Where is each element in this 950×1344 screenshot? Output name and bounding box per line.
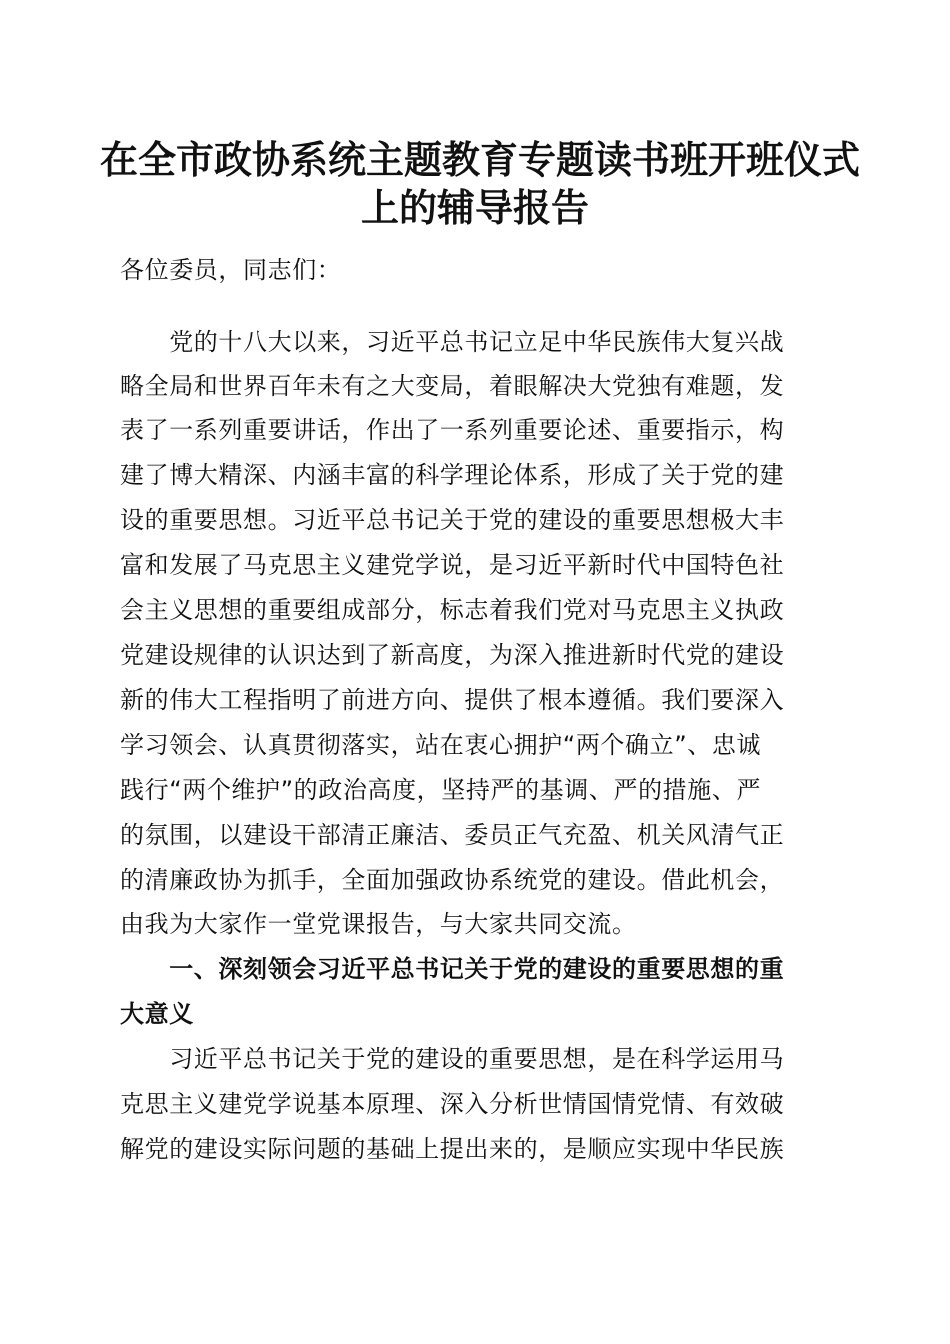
paragraph-1-line: 的清廉政协为抓手，全面加强政协系统党的建设。借此机会， xyxy=(120,866,785,894)
paragraph-1-line: 践行“两个维护”的政治高度，坚持严的基调、严的措施、严 xyxy=(120,776,762,804)
paragraph-1-line: 表了一系列重要讲话，作出了一系列重要论述、重要指示，构 xyxy=(120,416,785,444)
paragraph-1-line: 新的伟大工程指明了前进方向、提供了根本遵循。我们要深入 xyxy=(120,686,785,714)
salutation: 各位委员，同志们： xyxy=(120,256,342,284)
paragraph-2-line: 克思主义建党学说基本原理、深入分析世情国情党情、有效破 xyxy=(120,1090,785,1118)
section-heading-1-line: 大意义 xyxy=(120,1000,194,1028)
paragraph-1-line: 设的重要思想。习近平总书记关于党的建设的重要思想极大丰 xyxy=(120,506,785,534)
paragraph-1-line: 党的十八大以来，习近平总书记立足中华民族伟大复兴战 xyxy=(120,328,785,356)
paragraph-1-line: 学习领会、认真贯彻落实，站在衷心拥护“两个确立”、忠诚 xyxy=(120,731,762,759)
paragraph-2-line: 习近平总书记关于党的建设的重要思想，是在科学运用马 xyxy=(120,1045,785,1073)
paragraph-1-line: 富和发展了马克思主义建党学说，是习近平新时代中国特色社 xyxy=(120,551,785,579)
paragraph-1-line: 党建设规律的认识达到了新高度，为深入推进新时代党的建设 xyxy=(120,641,785,669)
paragraph-1-line: 的氛围，以建设干部清正廉洁、委员正气充盈、机关风清气正 xyxy=(120,821,785,849)
paragraph-1-line: 由我为大家作一堂党课报告，与大家共同交流。 xyxy=(120,910,637,938)
document-title-line-1: 在全市政协系统主题教育专题读书班开班仪式 xyxy=(100,137,861,182)
paragraph-1-line: 略全局和世界百年未有之大变局，着眼解决大党独有难题，发 xyxy=(120,372,785,400)
document-title-line-2: 上的辅导报告 xyxy=(360,185,589,230)
paragraph-1-line: 会主义思想的重要组成部分，标志着我们党对马克思主义执政 xyxy=(120,596,785,624)
paragraph-2-line: 解党的建设实际问题的基础上提出来的，是顺应实现中华民族 xyxy=(120,1135,785,1163)
paragraph-1-line: 建了博大精深、内涵丰富的科学理论体系，形成了关于党的建 xyxy=(120,461,785,489)
section-heading-1-line: 一、深刻领会习近平总书记关于党的建设的重要思想的重 xyxy=(120,955,785,983)
